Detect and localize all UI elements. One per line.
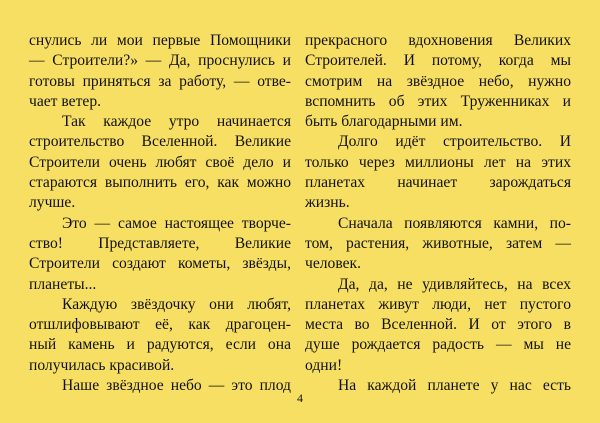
text-line: строительство Вселенной. Великие	[29, 133, 291, 151]
text-line: лучше.	[29, 194, 76, 212]
text-line: На каждой планете у нас есть	[338, 377, 571, 395]
text-line: Да, да, не удивляйтесь, на всех	[338, 275, 571, 293]
text-line: Строители создают кометы, звёзды,	[29, 255, 291, 273]
text-line: планетах живут люди, нет пустого	[305, 295, 571, 313]
text-line: том, растения, животные, затем —	[305, 234, 571, 252]
text-line: быть благодарными им.	[305, 113, 463, 131]
text-line: отшлифовывают её, как драгоцен-	[29, 316, 291, 334]
text-line: Это — самое настоящее творче-	[62, 214, 291, 232]
text-line: Строители очень любят своё дело и	[29, 153, 291, 171]
text-line: планеты...	[29, 275, 97, 293]
right-text-column	[305, 31, 571, 396]
text-line: человек.	[305, 255, 362, 273]
text-line: стараются выполнить его, как можно	[29, 174, 291, 192]
text-line: планетах начинает зарождаться	[305, 174, 571, 192]
text-line: Каждую звёздочку они любят,	[62, 295, 291, 313]
text-line: одни!	[305, 356, 343, 374]
text-line: вспомнить об этих Труженниках и	[305, 92, 571, 110]
text-line: смотрим на звёздное небо, нужно	[305, 72, 571, 90]
left-text-column	[29, 31, 291, 396]
text-line: места во Вселенной. И от этого в	[305, 316, 571, 334]
text-line: ный камень и радуются, если она	[29, 336, 291, 354]
text-line: — Строители?» — Да, проснулись и	[29, 52, 291, 70]
text-line: Сначала появляются камни, по-	[338, 214, 571, 232]
text-line: Так каждое утро начинается	[62, 113, 291, 131]
text-line: ство! Представляете, Великие	[29, 234, 291, 252]
text-line: Наше звёздное небо — это плод	[62, 377, 291, 395]
page-number: 4	[297, 391, 303, 405]
text-line: только через миллионы лет на этих	[305, 153, 571, 171]
text-line: чает ветер.	[29, 92, 102, 110]
text-line: Строителей. И потому, когда мы	[305, 52, 571, 70]
text-line: душе рождается радость — мы не	[305, 336, 571, 354]
text-line: готовы приняться за работу, — отве-	[29, 72, 291, 90]
text-line: жизнь.	[305, 194, 350, 212]
text-line: прекрасного вдохновения Великих	[305, 32, 571, 49]
text-line: снулись ли мои первые Помощники	[29, 32, 291, 49]
text-line: Долго идёт строительство. И	[338, 133, 571, 151]
text-line: получилась красивой.	[29, 356, 175, 374]
